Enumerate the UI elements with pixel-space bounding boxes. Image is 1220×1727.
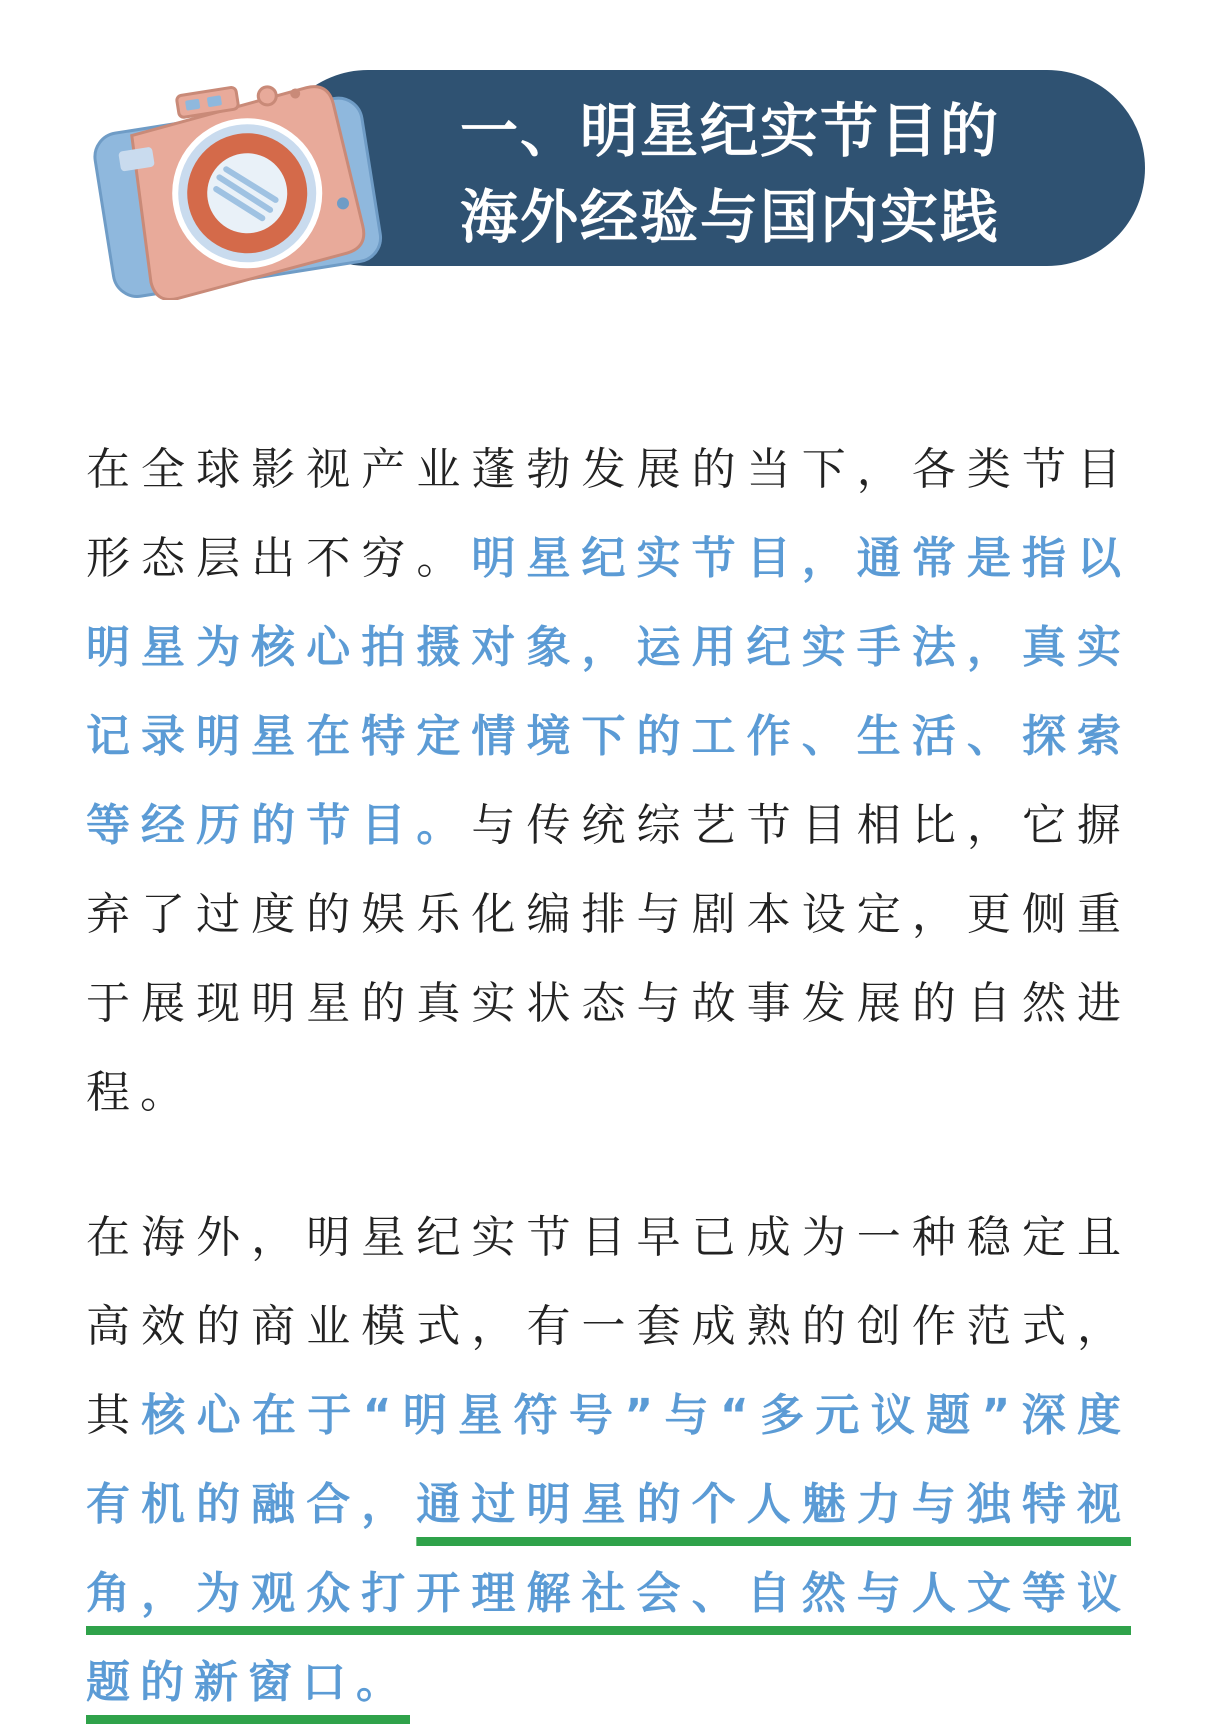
underlined-highlight: 通过明星的个人魅力与独特视角，为观众打开理解社会、自然与人文等议题的新窗口。 [86,1479,1132,1708]
paragraph-overseas [86,1193,1131,1727]
section-title-line-2: 海外经验与国内实践 [459,183,1000,251]
article-body [86,425,1131,1727]
highlighted-definition: 明星纪实节目，通常是指以明星为核心拍摄对象，运用纪实手法，真实记录明星在特定情境下的工作、生活、探索等经历的节目。 [86,533,1132,851]
paragraph-intro [86,425,1131,1137]
camera-icon [80,40,390,300]
section-title-line-1: 一、明星纪实节目的 [459,97,1000,165]
section-title [420,88,1040,260]
text-segment: 在全球影视产业蓬勃发展的当下，各类节目形态层出不穷。 [86,444,1131,584]
text-segment: 在海外，明星纪实节目早已成为一种稳定且高效的商业模式，有一套成熟的创作范式，其 [86,1212,1131,1441]
text-segment: 与传统综艺节目相比，它摒弃了过度的娱乐化编排与剧本设定，更侧重于展现明星的真实状态与故事发展的自然进程。 [86,800,1132,1118]
highlighted-core-idea: 核心在于“明星符号”与“多元议题”深度有机的融合， [86,1390,1132,1530]
